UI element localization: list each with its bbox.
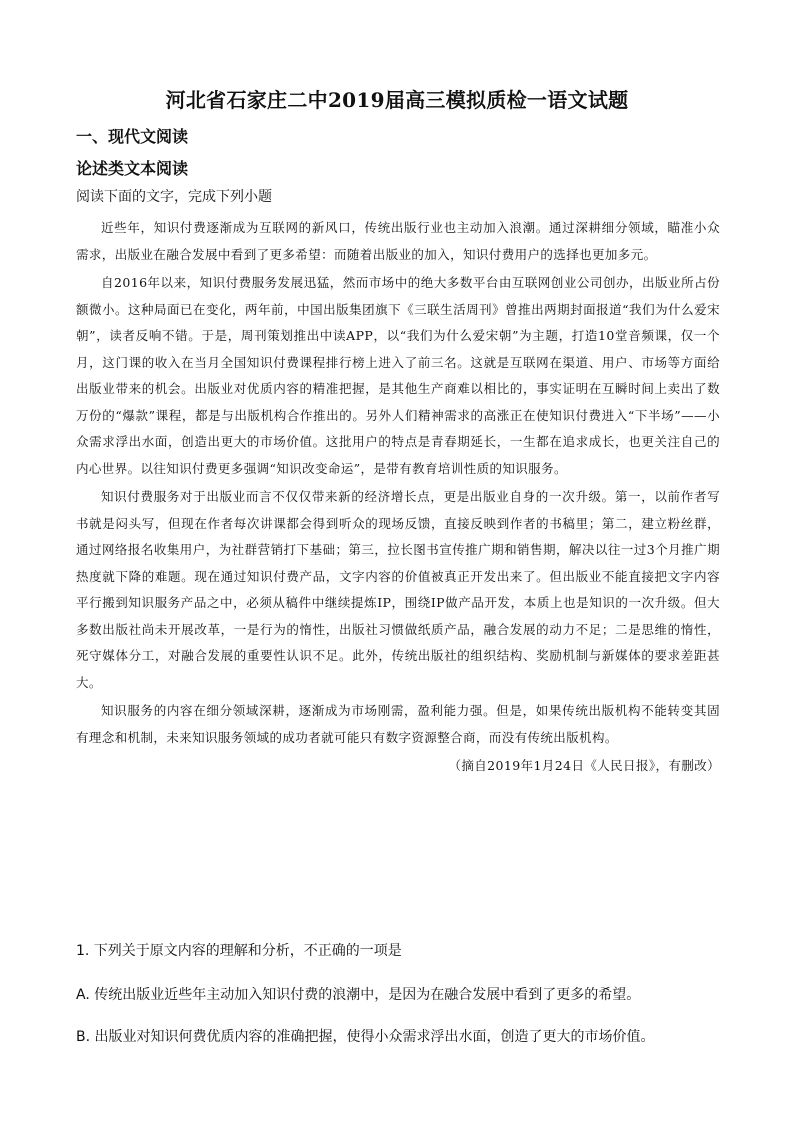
passage-paragraph-4: 知识服务的内容在细分领域深耕，逐渐成为市场刚需，盈利能力强。但是，如果传统出版机构不能转变其固有理念和机制，未来知识服务领域的成功者就可能只有数字资源整合商，而没有传统出版机构。 [76, 703, 720, 745]
passage-source: （摘自2019年1月24日《人民日报》，有删改） [448, 758, 720, 773]
section-heading-modern-reading: 一、现代文阅读 [76, 127, 189, 146]
section-heading-argumentative: 论述类文本阅读 [76, 159, 189, 178]
question-1-option-b: B. 出版业对知识何费优质内容的准确把握，使得小众需求浮出水面，创造了更大的市场价值。 [76, 1029, 655, 1045]
passage-paragraph-1: 近些年，知识付费逐渐成为互联网的新风口，传统出版行业也主动加入浪潮。通过深耕细分领域，瞄准小众需求，出版业在融合发展中看到了更多希望：而随着出版业的加入，知识付费用户的选择也更加多元。 [76, 220, 720, 262]
question-1-option-a: A. 传统出版业近些年主动加入知识付费的浪潮中，是因为在融合发展中看到了更多的希望。 [76, 987, 641, 1003]
passage-paragraph-2: 自2016年以来，知识付费服务发展迅猛，然而市场中的绝大多数平台由互联网创业公司创办，出版业所占份额微小。这种局面已在变化，两年前，中国出版集团旗下《三联生活周刊》曾推出两期封面报道“我们为什么爱宋朝”，读者反响不错。于是，周刊策划推出中读APP，以“我们为什么爱宋朝”为主题，打造10堂音频课，仅一个月，这门课的收入在当月全国知识付费课程排行榜上进入了前三名。这就是互联网在渠道、用户、市场等方面给出版业带来的机会。出版业对优质内容的精准把握，是其他生产商难以相比的，事实证明在互瞬时间上卖出了数万份的“爆款”课程，都是与出版机构合作推出的。另外人们精神需求的高涨正在使知识付费进入“下半场”——小众需求浮出水面，创造出更大的市场价值。这批用户的特点是青春期延长，一生都在追求成长，也更关注自己的内心世界。以往知识付费更多强调“知识改变命运”，是带有教育培训性质的知识服务。 [76, 275, 720, 476]
reading-instruction: 阅读下面的文字，完成下列小题 [76, 189, 272, 205]
document-title: 河北省石家庄二中2019届高三模拟质检一语文试题 [165, 88, 629, 112]
question-1-stem: 1. 下列关于原文内容的理解和分析，不正确的一项是 [76, 943, 402, 959]
reading-passage [76, 215, 720, 782]
passage-paragraph-3: 知识付费服务对于出版业而言不仅仅带来新的经济增长点，更是出版业自身的一次升级。第一，以前作者写书就是闷头写，但现在作者每次讲课都会得到听众的现场反馈，直接反映到作者的书稿里；第二，建立粉丝群，通过网络报名收集用户，为社群营销打下基础；第三，拉长图书宣传推广期和销售期，解决以往一过3个月推广期热度就下降的难题。现在通过知识付费产品，文字内容的价值被真正开发出来了。但出版业不能直接把文字内容平行搬到知识服务产品之中，必须从稿件中继续提炼IP，围绕IP做产品开发，本质上也是知识的一次升级。但大多数出版社尚未开展改革，一是行为的惰性，出版社习惯做纸质产品，融合发展的动力不足；二是思维的惰性，死守媒体分工，对融合发展的重要性认识不足。此外，传统出版社的组织结构、奖励机制与新媒体的要求差距甚大。 [76, 489, 720, 690]
